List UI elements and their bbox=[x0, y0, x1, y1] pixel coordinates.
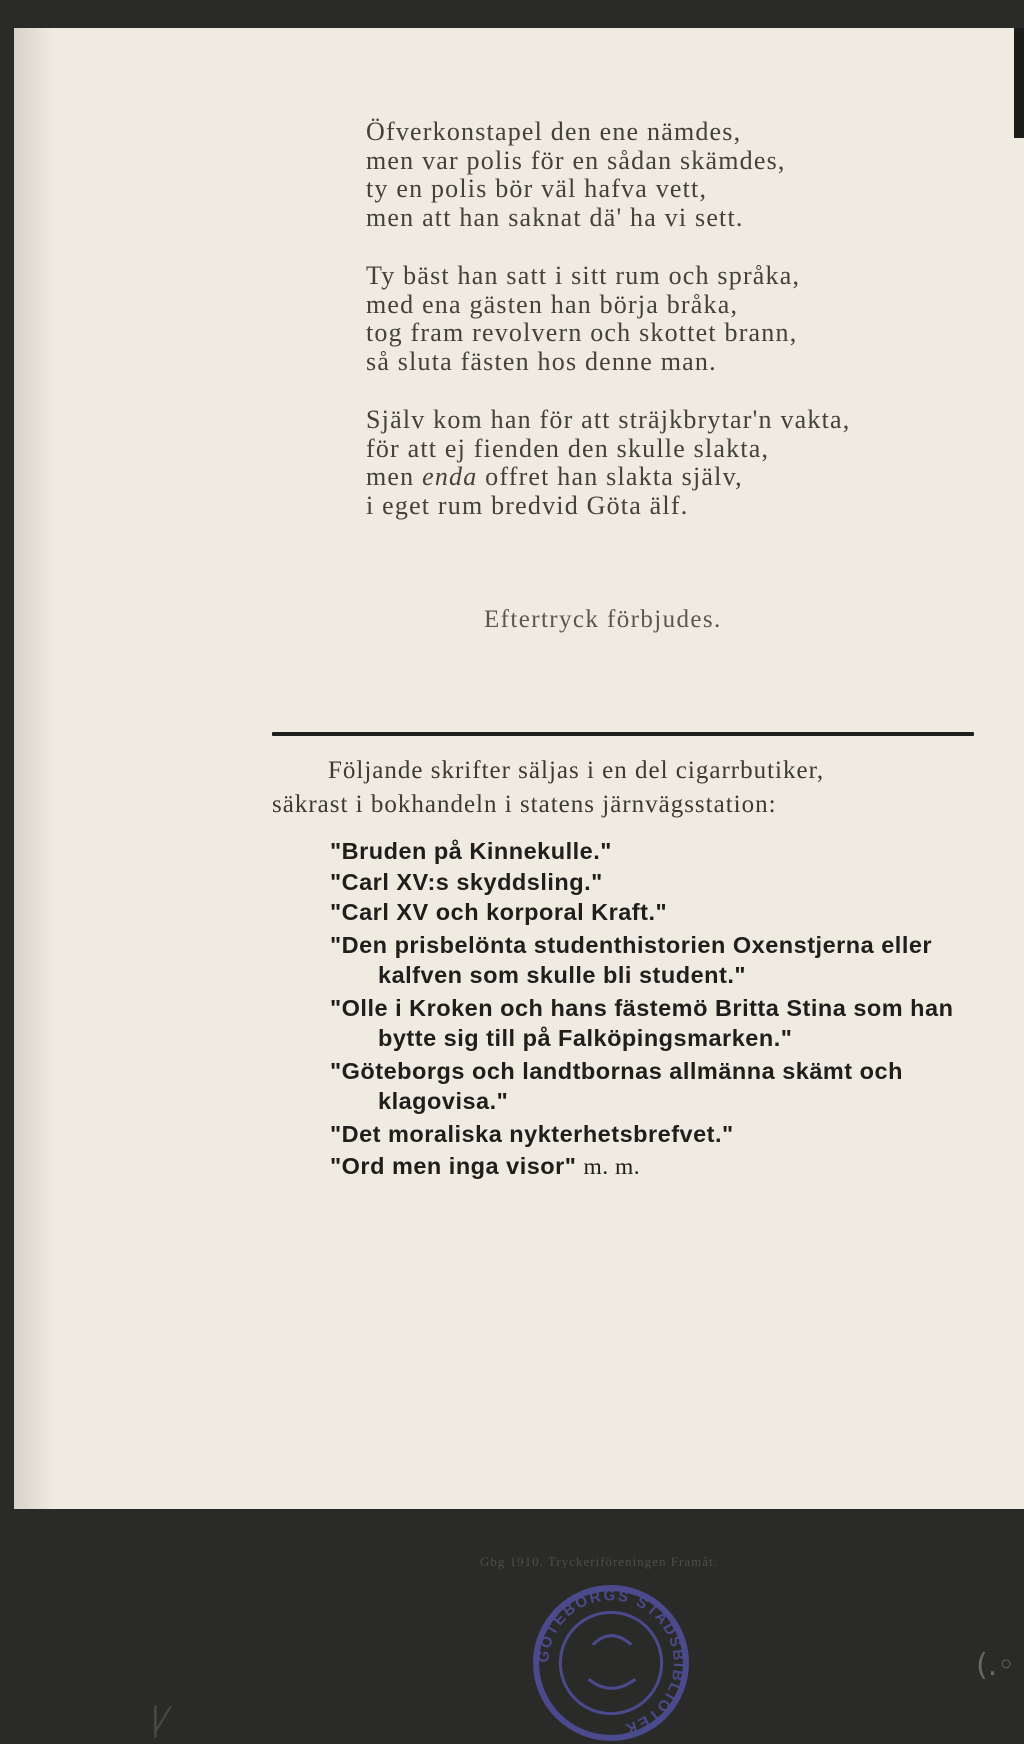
publication-title: "Carl XV och korporal Kraft." bbox=[330, 899, 668, 925]
handwritten-mark-left: |⁄ bbox=[150, 1700, 167, 1738]
poem-line-end: offret han slakta själv, bbox=[485, 462, 743, 491]
stamp-text: GÖTEBORGS STADSBIBLIOTEK bbox=[534, 1587, 688, 1738]
publication-title: "Bruden på Kinnekulle." bbox=[330, 838, 612, 864]
intro-line: Följande skrifter säljas i en del cigarrbutiker, bbox=[328, 757, 825, 784]
poem-line: Ty bäst han satt i sitt rum och språka, bbox=[366, 261, 801, 290]
printer-imprint: Gbg 1910. Tryckeriföreningen Framåt. bbox=[480, 1554, 718, 1569]
poem-line: så sluta fästen hos denne man. bbox=[366, 346, 717, 376]
poem-stanza-3 bbox=[366, 406, 1006, 520]
publication-title-last bbox=[330, 1151, 986, 1183]
poem-stanza-1 bbox=[366, 118, 1006, 232]
list-suffix: m. m. bbox=[583, 1154, 641, 1180]
publication-title: "Den prisbelönta studenthistorien Oxenstjerna eller kalfven som skulle bli student." bbox=[330, 931, 933, 988]
publication-title: "Det moraliska nykterhetsbrefvet." bbox=[330, 1120, 734, 1147]
poem-line: med ena gästen han börja bråka, bbox=[366, 289, 739, 319]
handwritten-mark-right: (.◦ bbox=[976, 1648, 1015, 1683]
poem-line: tog fram revolvern och skottet brann, bbox=[366, 318, 798, 347]
publication-title: "Göteborgs och landtbornas allmänna skämt och klagovisa." bbox=[330, 1057, 903, 1114]
divider-rule bbox=[272, 732, 974, 736]
poem-line: Öfverkonstapel den ene nämdes, bbox=[366, 117, 742, 146]
poem-line: men att han saknat dä' ha vi sett. bbox=[366, 202, 744, 232]
poem-stanza-2 bbox=[366, 262, 1006, 376]
poem-line: ty en polis bör väl hafva vett, bbox=[366, 174, 708, 203]
intro-line: säkrast i bokhandeln i statens järnvägsstation: bbox=[272, 791, 777, 818]
publication-list bbox=[330, 836, 986, 1183]
poem-line: i eget rum bredvid Göta älf. bbox=[366, 490, 689, 520]
publication-title: "Ord men inga visor" bbox=[330, 1153, 577, 1179]
poem-line-start: men bbox=[366, 462, 415, 491]
sales-intro bbox=[272, 754, 992, 822]
poem bbox=[366, 118, 1006, 550]
publication-title: "Olle i Kroken och hans fästemö Britta Stina som han bytte sig till på Falköpingsmarken." bbox=[330, 994, 954, 1051]
reprint-notice: Eftertryck förbjudes. bbox=[484, 606, 722, 633]
poem-line bbox=[366, 463, 1006, 492]
poem-line: men var polis för en sådan skämdes, bbox=[366, 145, 786, 175]
poem-line: Själv kom han för att sträjkbrytar'n vakta, bbox=[366, 405, 851, 434]
emphasized-word: enda bbox=[422, 462, 478, 491]
page-edge-shadow bbox=[1014, 28, 1024, 138]
publication-title: "Carl XV:s skyddsling." bbox=[330, 868, 603, 895]
library-stamp-icon bbox=[530, 1582, 692, 1744]
poem-line: för att ej fienden den skulle slakta, bbox=[366, 433, 770, 463]
